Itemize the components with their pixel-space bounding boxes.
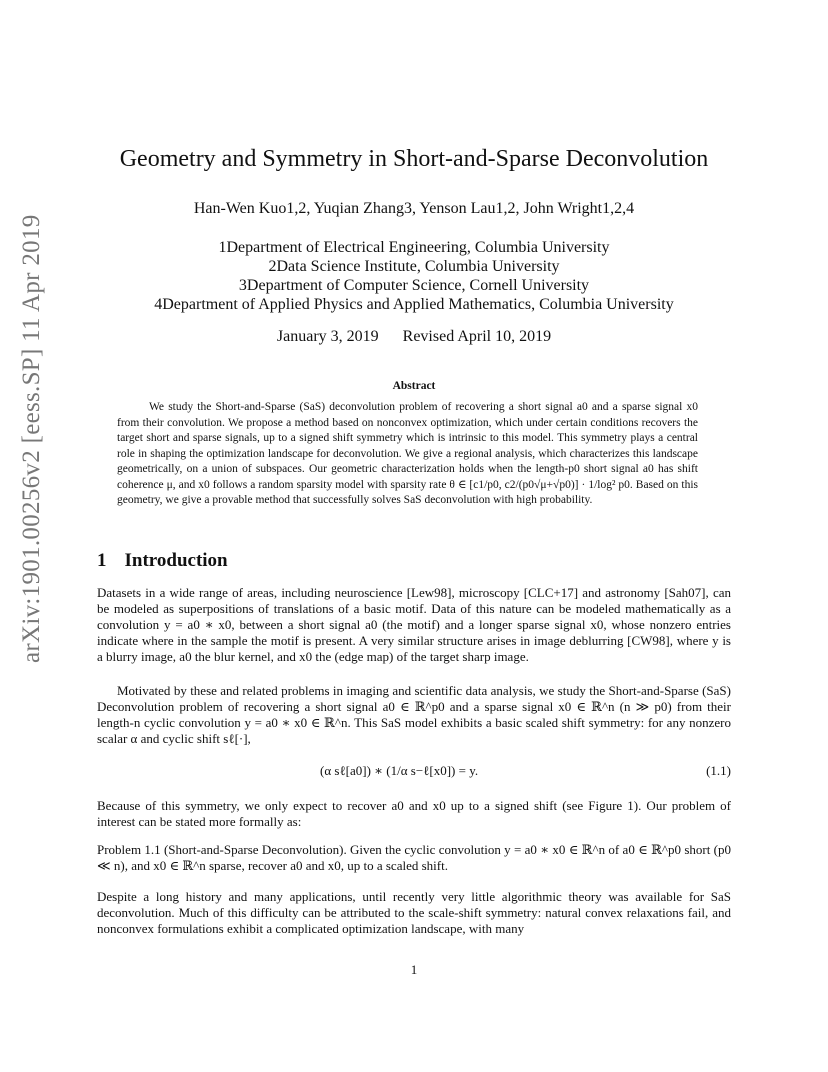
submission-date: January 3, 2019 [276, 328, 379, 345]
equation-1-1 [97, 763, 731, 787]
section-heading [97, 550, 228, 572]
dates [0, 328, 828, 346]
affiliation-2: 2Data Science Institute, Columbia University [268, 258, 560, 275]
intro-paragraph-2: Motivated by these and related problems in imaging and scientific data analysis, we study the Short-and-Sparse (SaS) Deconvolution problem of recovering a short signal a0 ∈ ℝ^p0 and a sparse signal x0 ∈ ℝ^n (n ≫ p0) from their length-n cyclic convolution y = a0 ∗ x0 ∈ ℝ^n. This SaS model exhibits a basic scaled shift symmetry: for any nonzero scalar α and cyclic shift sℓ[·], [97, 683, 731, 746]
equation-tag: (1.1) [706, 763, 731, 778]
affiliation-1: 1Department of Electrical Engineering, Columbia University [218, 239, 610, 256]
paper-title: Geometry and Symmetry in Short-and-Sparse Deconvolution [119, 146, 709, 172]
page-number: 1 [410, 962, 418, 977]
equation-expression: (α sℓ[a0]) ∗ (1/α s−ℓ[x0]) = y. [320, 763, 479, 778]
arxiv-sidebar-stamp: arXiv:1901.00256v2 [eess.SP] 11 Apr 2019 [18, 214, 45, 663]
revised-date: Revised April 10, 2019 [402, 328, 552, 345]
author-list-text: Han-Wen Kuo1,2, Yuqian Zhang3, Yenson Lau1,2, John Wright1,2,4 [193, 200, 635, 217]
affiliation-4: 4Department of Applied Physics and Applied Mathematics, Columbia University [154, 296, 674, 313]
abstract-text: We study the Short-and-Sparse (SaS) deconvolution problem of recovering a short signal a0 and a sparse signal x0 from their convolution. We propose a method based on nonconvex optimization, which under certain conditions recovers the target short and sparse signals, up to a signed shift symmetry which is intrinsic to this model. This symmetry plays a central role in shaping the optimization landscape for deconvolution. We give a regional analysis, which characterizes this landscape geometrically, on a union of subspaces. Our geometric characterization holds when the length-p0 short signal a0 has shift coherence μ, and x0 follows a random sparsity model with sparsity rate θ ∈ [c1/p0, c2/(p0√μ+√p0)] · 1/log² p0. Based on this geometry, we give a provable method that successfully solves SaS deconvolution with high probability. [117, 401, 698, 506]
intro-paragraph-4: Despite a long history and many applications, until recently very little algorithmic theory was available for SaS deconvolution. Much of this difficulty can be attributed to the scale-shift symmetry: natural convex relaxations fail, and nonconvex formulations exhibit a complicated optimization landscape, with many [97, 889, 731, 936]
section-title: Introduction [124, 550, 228, 571]
affiliation-3: 3Department of Computer Science, Cornell University [238, 277, 590, 294]
intro-paragraph-3: Because of this symmetry, we only expect to recover a0 and x0 up to a signed shift (see Figure 1). Our problem of interest can be stated more formally as: [97, 798, 731, 829]
intro-paragraph-1: Datasets in a wide range of areas, including neuroscience [Lew98], microscopy [CLC+17] and astronomy [Sah07], can be modeled as superpositions of translations of a basic motif. Data of this nature can be modeled mathematically as a convolution y = a0 ∗ x0, between a short signal a0 (the motif) and a longer sparse signal x0, whose nonzero entries indicate where in the sample the motif is present. A very similar structure arises in image deblurring [CW98], where y is a blurry image, a0 the blur kernel, and x0 the (edge map) of the target sharp image. [97, 585, 731, 664]
section-number: 1 [97, 550, 107, 571]
abstract-heading: Abstract [392, 380, 436, 392]
author-list [0, 200, 828, 218]
affiliations [0, 238, 828, 314]
problem-statement: Problem 1.1 (Short-and-Sparse Deconvolution). Given the cyclic convolution y = a0 ∗ x0 ∈ ℝ^n of a0 ∈ ℝ^p0 short (p0 ≪ n), and x0 ∈ ℝ^n sparse, recover a0 and x0, up to a scaled shift. [97, 842, 731, 873]
